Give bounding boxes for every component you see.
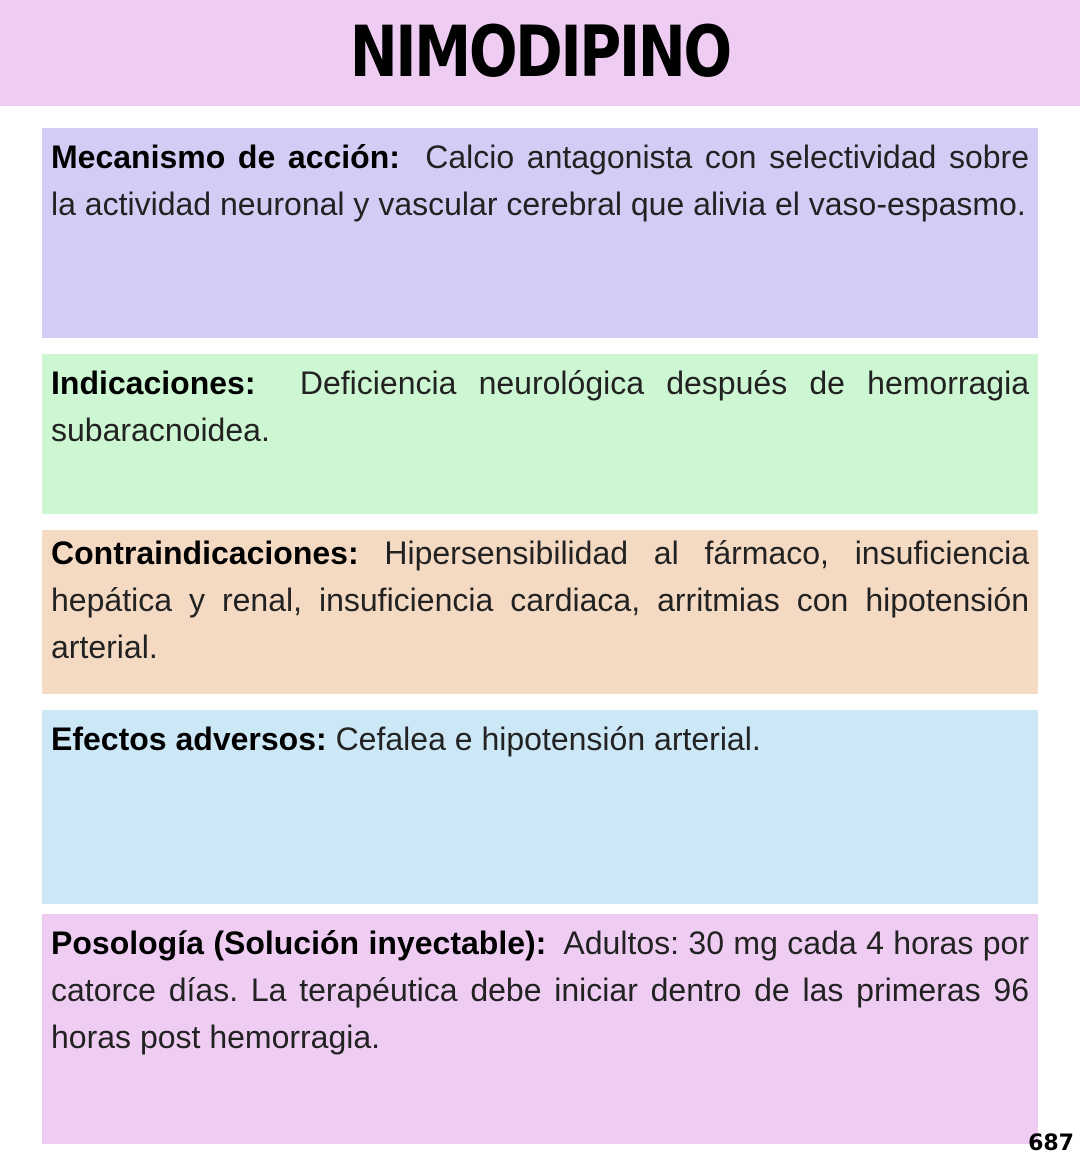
- adverse-effects-text: Cefalea e hipotensión arterial.: [335, 721, 761, 757]
- dosage-text: Adultos: 30 mg cada 4 horas por catorce días. La terapéutica debe iniciar dentro de las primeras 96 horas post hemorragia.: [51, 925, 1030, 1055]
- dosage-label: Posología (Solución inyectable):: [51, 925, 547, 961]
- mechanism-text: Calcio antagonista con selectividad sobre la actividad neuronal y vascular cerebral que alivia el vaso-espasmo.: [51, 139, 1030, 222]
- contraindications-label: Contraindicaciones:: [51, 535, 359, 571]
- contraindications-text: Hipersensibilidad al fármaco, insuficiencia hepática y renal, insuficiencia cardiaca, arritmias con hipotensión arterial.: [51, 535, 1029, 665]
- page-number: 687: [1028, 1131, 1074, 1156]
- adverse-effects-label: Efectos adversos:: [51, 721, 327, 757]
- title-banner: [0, 0, 1080, 106]
- page-title: NIMODIPINO: [350, 11, 730, 93]
- mechanism-label: Mecanismo de acción:: [51, 139, 400, 175]
- contraindications-section: [42, 530, 1038, 694]
- indications-text: Deficiencia neurológica después de hemorragia subaracnoidea.: [51, 365, 1030, 448]
- mechanism-section: [42, 128, 1038, 338]
- indications-section: [42, 354, 1038, 514]
- dosage-section: [42, 914, 1038, 1144]
- adverse-effects-section: [42, 710, 1038, 904]
- indications-label: Indicaciones:: [51, 365, 256, 401]
